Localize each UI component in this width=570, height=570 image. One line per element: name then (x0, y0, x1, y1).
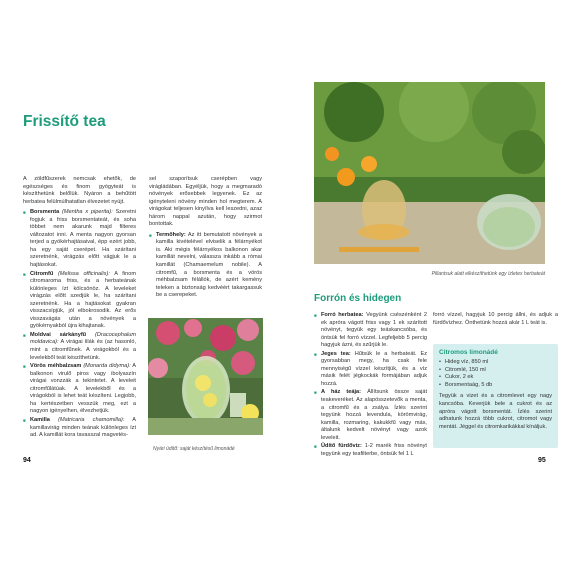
section-title: Forrón és hidegen (314, 293, 402, 304)
location-item: ■ Termőhely: Az itt bemutatott növények a kamilla kivételével elviselik a félárnyékot is. Aki mégis félárnyékos balkonon akar kamillát nevelni, válassza inkább a római kamillát (Chamaemelum nobile). A citromfű, a borsmenta és a vörös méhbalzsam félállók, de azért kemény teleken a biztonság kedvéért takargassuk be a cserepeket. (149, 232, 262, 300)
page-number-right: 95 (538, 457, 546, 464)
herbal-tea-photo-illustration (314, 82, 545, 264)
left-column-1 (23, 176, 136, 441)
lemonade-photo-illustration (148, 318, 263, 435)
ingredient-item: • Borsmentaág, 5 db (439, 382, 558, 390)
intro-paragraph: A zöldfűszerek nemcsak ehetők, de egészséges és finom gyógyteát is készíthetünk belőlük. Nyáron a behűtött herbatea felülmúlhatatlan élvezetet nyújt. (23, 176, 136, 205)
tea-method-item: ■ Forró herbatea: Vegyünk csészénként 2 ek apróra vágott friss vagy 1 ek szárított növényt, tegyük egy teáskancsóba, és öntsük fel forró vízzel. Legfeljebb 5 percig hagyjuk ázni, és szűrjük le. (314, 312, 427, 350)
herb-item: ■ Moldvai sárkányfű (Dracocephalum moldavica): A virágai lilák és (az hasonló, mint a citromfűnek. A virágokból és a levelekből teát készíthetünk. (23, 332, 136, 362)
lemonade-photo (148, 318, 263, 435)
page-number-left: 94 (23, 457, 31, 464)
recipe-instructions: Tegyük a vizet és a citromlevet egy nagy kancsóba. Keverjük bele a cukrot és az apróra vágott borsmentát. Ízlés szerint adhatunk hozzá több cukrot, citromot vagy mentát. Jéggel és citromkarikákkal kínáljuk. (439, 393, 552, 430)
tea-method-item: ■ A ház teája: Állítsunk össze saját teakeveréket. Az alapösszetevők a menta, a citromfű és a zsálya. Ízlés szerint tegyünk hozzá levendula, körömvirág, kamilla, rozmaring, kakukkfű vagy más, általunk kedvelt növényt vagy azok leveleit. (314, 389, 427, 442)
right-column-1 (314, 312, 427, 459)
herb-list (23, 209, 136, 439)
herb-item: ■ Borsmenta (Mentha x piperita): Szeretni fogjuk a friss borsmentateát, és sohа többet nem akarunk majd filteres változatot inni. A menta nagyon gyorsan terjed a gyökérhajtásaival, épp ezért jobb, ha egy saját cserépet. Ha szárítani szeretnénk, virágzás előtt vágjuk le a hajtásokat. (23, 209, 136, 269)
ingredient-list (439, 359, 558, 389)
col2-paragraph: sel szaporítsuk cserépben vagy virágládában. Egyéljük, hogy a megmaradó növények erősebbek legyenek. Ez az igényteleni növény minden hol megterem. A virágokat teljesen kinyílva kell leszedni, azaz három nappal azután, hogy szirmot bontottak. (149, 176, 262, 228)
right-column-2 (433, 312, 558, 330)
herb-item: ■ Kamilla (Matricaria chamomilla): A kamillavirág minden teának különleges ízt ad. A kamillát kora tavasszal magvetés- (23, 417, 136, 440)
herbal-tea-photo (314, 82, 545, 264)
page-title: Frissítő tea (23, 113, 106, 130)
left-column-2 (149, 176, 262, 301)
tea-caption: Pillantsuk alatt elkészíthetünk egy ízletes herbateát (431, 271, 545, 277)
tea-method-item: ■ Jeges tea: Hűtsük le a herbateát. Ez gyorsabban megy, ha csak fele mennyiségű vízzel készítjük, és a víz másik felét jégkockák formájában adjuk hozzá. (314, 351, 427, 389)
lemonade-caption: Nyári üdítő: saját készítésű limonádé (153, 446, 235, 452)
lemonade-recipe-box (433, 344, 558, 448)
ingredient-item: • Citromlé, 150 ml (439, 367, 558, 375)
col2-paragraph-right: forró vízzel, hagyjuk 10 percig állni, és adjuk a fürdővízhez. Önthetünk hozzá akár 1 L teát is. (433, 312, 558, 326)
herb-item: ■ Vörös méhbalzsam (Monarda didyma): A balkonon virulő piros vagy ibolyaszín virágai vonzzák a tekintetet. A leveleit citromfűlátúak. A levelekből és a virágokból is lehet teát készíteni. Legjobb, ha kertészetben vesszük meg, ezt a nagyon igényelhen, élvezhetjük. (23, 363, 136, 416)
ingredient-item: • Hideg víz, 850 ml (439, 359, 558, 367)
location-list (149, 232, 262, 300)
tea-method-item: ■ Üdítő fürdővíz: 1-2 marék friss növényt tegyünk egy teafilterbe, öntsük fel 1 L (314, 443, 427, 458)
tea-method-list (314, 312, 427, 458)
ingredient-item: • Cukor, 2 ek (439, 374, 558, 382)
recipe-title: Citromos limonádé (439, 349, 498, 356)
herb-item: ■ Citromfű (Melissa officinalis): A finom citromaroma friss, és a herbateának különleges ízt kölcsönöz. A leveleket virágzás előtt szedjük le, ha szárítani szeretnénk. Ha a hajtásokat gyakran visszacsípjük, jól elbokrosodik. Az erős visszavágás után a növények a gyökérnyakból újra kihajtanak. (23, 271, 136, 331)
